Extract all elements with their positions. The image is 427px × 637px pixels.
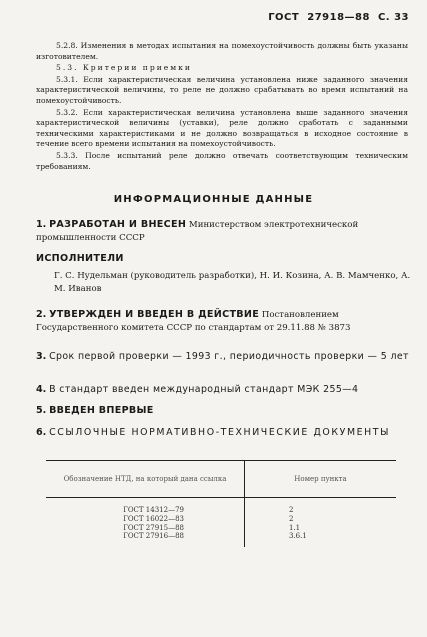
info-item-1 <box>36 218 411 245</box>
table-cell-clause: 2 <box>289 506 294 514</box>
table-cell-clause: 2 <box>289 514 294 523</box>
item-1-number: 1. <box>36 219 47 230</box>
header-page: С. 33 <box>377 12 409 23</box>
item-3-number: 3. <box>36 351 47 362</box>
info-item-5 <box>36 404 411 418</box>
paragraph-5-3-3: 5.3.3. После испытаний реле должно отвечать соответствующим техническим требованиям. <box>36 150 408 171</box>
info-title: ИНФОРМАЦИОННЫЕ ДАННЫЕ <box>113 194 314 205</box>
item-5-head: ВВЕДЕН ВПЕРВЫЕ <box>49 405 154 416</box>
acceptance-section <box>36 41 408 173</box>
table-row <box>46 515 396 524</box>
info-item-4 <box>36 383 411 397</box>
executors-text: Г. С. Нудельман (руководитель разработки), Н. И. Козина, А. В. Мамченко, А. М. Иванов <box>54 271 411 294</box>
item-1-head: РАЗРАБОТАН И ВНЕСЕН <box>49 219 187 230</box>
table-cell-clause: 1.1 <box>289 523 301 532</box>
item-2-number: 2. <box>36 309 47 320</box>
table-header-document: Обозначение НТД, на который дана ссылка <box>46 461 245 498</box>
info-item-3 <box>36 350 411 364</box>
info-item-2 <box>36 308 411 335</box>
paragraph-5-3-1: 5.3.1. Если характеристическая величина установлена ниже заданного значения характеристической величины, то реле не должно срабатывать во время испытаний на помехоустойчивость. <box>36 74 408 105</box>
paragraph-5-3-2: 5.3.2. Если характеристическая величина установлена выше заданного значения характеристической величины (уставки), реле должно сработать с заданными техническими характеристиками и не должно возвращаться в исходное состояние в течение всего времени испытания на помехоустойчивость. <box>36 107 408 149</box>
table-header-row <box>46 461 396 498</box>
executors-head: ИСПОЛНИТЕЛИ <box>36 253 124 264</box>
item-6-head: ССЫЛОЧНЫЕ НОРМАТИВНО-ТЕХНИЧЕСКИЕ ДОКУМЕНТЫ <box>49 427 391 438</box>
page-header <box>260 12 409 23</box>
table-row <box>46 532 396 547</box>
table-row <box>46 524 396 533</box>
paragraph-5-3-heading: 5.3. Критерии приемки <box>56 63 192 73</box>
table-header-clause: Номер пункта <box>245 461 397 498</box>
info-item-6 <box>36 426 411 440</box>
item-4-number: 4. <box>36 384 47 395</box>
item-3-text: Срок первой проверки — 1993 г., периодичность проверки — 5 лет <box>49 351 409 362</box>
table-row <box>46 498 396 515</box>
item-2-text: Постановлением Государственного комитета СССР по стандартам от 29.11.88 № 3873 <box>36 310 351 333</box>
table-cell-document: ГОСТ 16022—83 <box>46 515 245 524</box>
table-cell-document: ГОСТ 27916—88 <box>46 532 245 547</box>
table-cell-document: ГОСТ 14312—79 <box>46 498 245 515</box>
references-table <box>46 460 396 547</box>
item-2-head: УТВЕРЖДЕН И ВВЕДЕН В ДЕЙСТВИЕ <box>49 309 260 320</box>
executors-text-block <box>36 270 411 296</box>
paragraph-5-2-8: 5.2.8. Изменения в методах испытания на помехоустойчивость должны быть указаны изготовителем. <box>36 41 408 61</box>
item-4-text: В стандарт введен международный стандарт МЭК 255—4 <box>49 384 359 395</box>
item-1-text: Министерством электротехнической промышленности СССР <box>36 220 359 243</box>
item-6-number: 6. <box>36 427 47 438</box>
header-gost: ГОСТ <box>268 12 300 23</box>
item-5-number: 5. <box>36 405 47 416</box>
header-number: 27918—88 <box>307 12 370 23</box>
info-executors <box>36 252 411 266</box>
table-cell-document: ГОСТ 27915—88 <box>46 524 245 533</box>
table-cell-clause: 3.6.1 <box>289 532 307 541</box>
